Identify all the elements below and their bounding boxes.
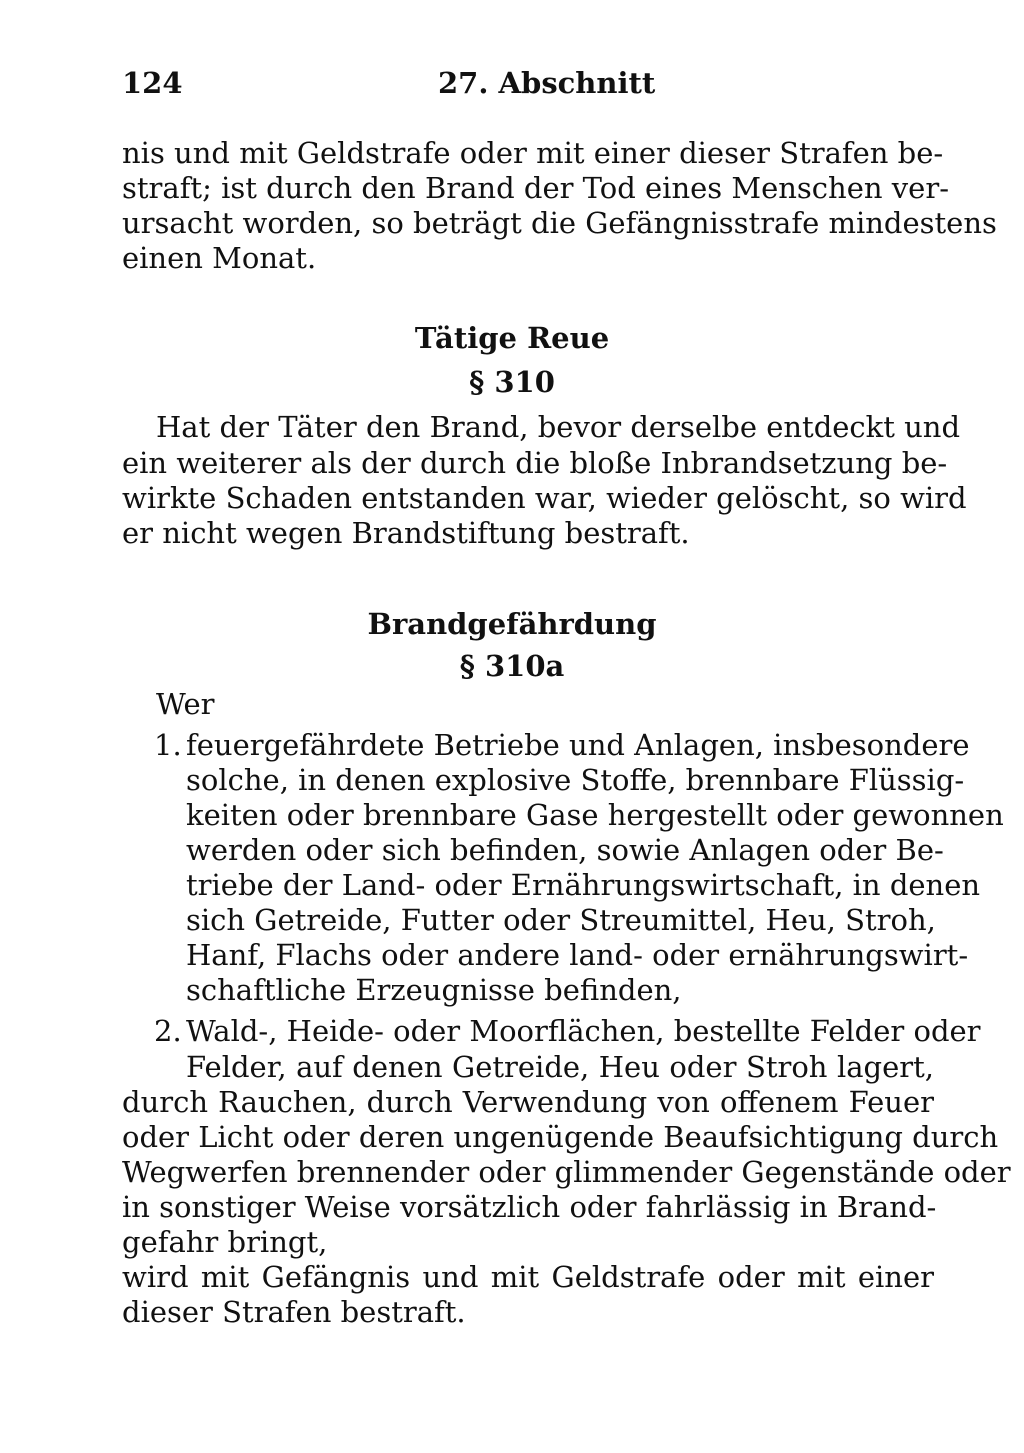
list-item-line: triebe der Land- oder Ernährungswirtschaft, in denen	[186, 868, 981, 902]
text-line: Wegwerfen brennender oder glimmender Gegenstände oder	[122, 1155, 1011, 1189]
list-item-line: werden oder sich befinden, sowie Anlagen oder Be-	[186, 833, 944, 867]
list-item-line: schaftliche Erzeugnisse befinden,	[186, 973, 682, 1007]
list-item-line: solche, in denen explosive Stoffe, brennbare Flüssig-	[186, 763, 965, 797]
text-line: Hat der Täter den Brand, bevor derselbe entdeckt und	[156, 410, 961, 444]
running-header: 27. Abschnitt	[438, 66, 656, 100]
text-line: wird mit Gefängnis und mit Geldstrafe oder mit einer	[122, 1260, 934, 1294]
text-line: ein weiterer als der durch die bloße Inbrandsetzung be-	[122, 446, 948, 480]
text-line: wirkte Schaden entstanden war, wieder gelöscht, so wird	[122, 481, 967, 515]
list-item-line: keiten oder brennbare Gase hergestellt oder gewonnen	[186, 798, 1004, 832]
page-number: 124	[122, 66, 183, 100]
list-item-line: Felder, auf denen Getreide, Heu oder Stroh lagert,	[186, 1050, 934, 1084]
list-number: 1.	[154, 728, 182, 762]
list-item-line: Wald-, Heide- oder Moorflächen, bestellte Felder oder	[186, 1014, 981, 1048]
text-line: dieser Strafen bestraft.	[122, 1295, 466, 1329]
text-line: er nicht wegen Brandstiftung bestraft.	[122, 516, 690, 550]
text-line: oder Licht oder deren ungenügende Beaufsichtigung durch	[122, 1120, 999, 1154]
text-line: ursacht worden, so beträgt die Gefängnisstrafe mindestens	[122, 206, 997, 240]
text-line: Wer	[156, 687, 215, 721]
text-line: nis und mit Geldstrafe oder mit einer dieser Strafen be-	[122, 136, 944, 170]
list-item-line: feuergefährdete Betriebe und Anlagen, insbesondere	[186, 728, 970, 762]
section-heading: Tätige Reue	[414, 321, 610, 355]
paragraph-number: § 310	[469, 365, 555, 399]
text-line: einen Monat.	[122, 241, 317, 275]
list-item-line: sich Getreide, Futter oder Streumittel, Heu, Stroh,	[186, 903, 936, 937]
text-line: in sonstiger Weise vorsätzlich oder fahrlässig in Brand-	[122, 1190, 937, 1224]
text-line: straft; ist durch den Brand der Tod eines Menschen ver-	[122, 171, 949, 205]
list-item-line: Hanf, Flachs oder andere land- oder ernährungswirt-	[186, 938, 969, 972]
text-line: durch Rauchen, durch Verwendung von offenem Feuer	[122, 1085, 934, 1119]
paragraph-number: § 310a	[459, 649, 565, 683]
section-heading: Brandgefährdung	[367, 607, 657, 641]
list-number: 2.	[154, 1014, 182, 1048]
text-line: gefahr bringt,	[122, 1225, 328, 1259]
